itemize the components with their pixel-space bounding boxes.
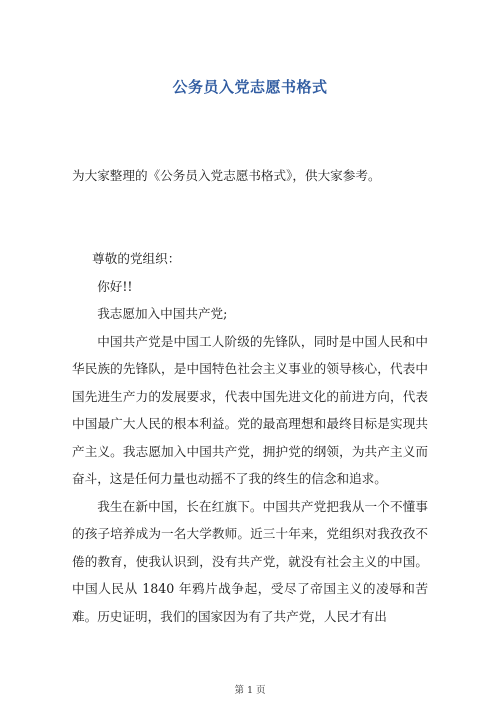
greeting: 你好!! (97, 278, 133, 294)
paragraph-party-nature: 中国共产党是中国工人阶级的先锋队，同时是中国人民和中华民族的先锋队，是中国特色社会主义事业的领导核心，代表中国先进生产力的发展要求，代表中国先进文化的前进方向，代表中国最广大人民的根本利益。党的最高理想和最终目标是实现共产主义。我志愿加入中国共产党，拥护党的纲领，为共产主义而奋斗，这是任何力量也动摇不了我的终生的信念和追求。 (72, 333, 428, 486)
document-body (72, 245, 428, 630)
document-title: 公务员入党志愿书格式 (172, 78, 328, 96)
declaration: 我志愿加入中国共产党; (97, 306, 228, 321)
salutation: 尊敬的党组织： (92, 251, 181, 266)
paragraph-personal-history: 我生在新中国，长在红旗下。中国共产党把我从一个不懂事的孩子培养成为一名大学教师。近三十年来，党组织对我孜孜不倦的教育，使我认识到，没有共产党，就没有社会主义的中国。中国人民从 1840 年鸦片战争起，受尽了帝国主义的凌辱和苦难。历史证明，我们的国家因为有了共产党，人民才有出 (72, 498, 428, 624)
intro-text: 为大家整理的《公务员入党志愿书格式》，供大家参考。 (72, 168, 381, 183)
page-number: 第 1 页 (234, 685, 266, 696)
